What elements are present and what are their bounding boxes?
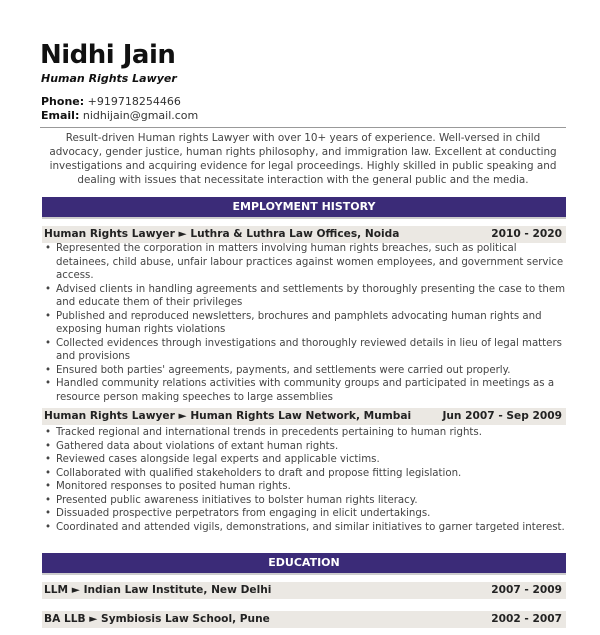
job-header [42,226,566,243]
list-item: • Monitored responses to posited human rights. [56,480,566,494]
job-bullets [42,242,566,404]
list-item: • Collaborated with qualified stakeholders to draft and propose fitting legislation. [56,467,566,481]
job-dates: 2010 - 2020 [491,228,562,240]
candidate-name: Nidhi Jain [40,40,176,70]
job-dates: Jun 2007 - Sep 2009 [442,410,562,422]
list-item: • Ensured both parties' agreements, payments, and settlements were carried out properly. [56,364,566,378]
list-item: • Dissuaded prospective perpetrators from engaging in elicit undertakings. [56,507,566,521]
job-role: Human Rights Lawyer ► Human Rights Law Network, Mumbai [44,410,412,422]
education-item [42,582,566,599]
job-bullets [42,426,566,534]
job-role: Human Rights Lawyer ► Luthra & Luthra Law Offices, Noida [44,228,400,240]
education-dates: 2007 - 2009 [491,584,562,596]
list-item: • Published and reproduced newsletters, brochures and pamphlets advocating human rights and exposing human rights violations [56,310,566,337]
list-item: • Presented public awareness initiatives to bolster human rights literacy. [56,494,566,508]
list-item: • Coordinated and attended vigils, demonstrations, and similar initiatives to garner targeted interest. [56,521,566,535]
email-line [41,109,198,122]
education-item [42,611,566,628]
email-label: Email: [41,109,80,122]
summary: Result-driven Human rights Lawyer with over 10+ years of experience. Well-versed in child advocacy, gender justice, human rights philosophy, and immigration law. Excellent at conducting investigations and acquiring evidence for legal proceedings. Highly skilled in public speaking and dealing with issues that necessitate interaction with the general public and the media. [49,132,557,186]
education-dates: 2002 - 2007 [491,613,562,625]
list-item: • Gathered data about violations of extant human rights. [56,440,566,454]
employment-heading: EMPLOYMENT HISTORY [42,197,566,219]
list-item: • Handled community relations activities with community groups and participated in meetings as a resource person making speeches to large assemblies [56,377,566,404]
phone-value: +919718254466 [87,95,181,108]
email-value: nidhijain@gmail.com [82,109,199,122]
candidate-title: Human Rights Lawyer [41,72,177,85]
degree: BA LLB ► Symbiosis Law School, Pune [44,613,270,625]
list-item: • Tracked regional and international trends in precedents pertaining to human rights. [56,426,566,440]
phone-label: Phone: [41,95,85,108]
list-item: • Collected evidences through investigations and thoroughly reviewed details in lieu of legal matters and provisions [56,337,566,364]
list-item: • Advised clients in handling agreements and settlements by thoroughly presenting the case to them and educate them of their privileges [56,283,566,310]
degree: LLM ► Indian Law Institute, New Delhi [44,584,272,596]
list-item: • Reviewed cases alongside legal experts and applicable victims. [56,453,566,467]
phone-line [41,95,181,108]
job-header [42,408,566,425]
education-heading: EDUCATION [42,553,566,575]
divider [40,127,566,128]
list-item: • Represented the corporation in matters involving human rights breaches, such as political detainees, child abuse, unfair labour practices against women employees, and government service access. [56,242,566,283]
